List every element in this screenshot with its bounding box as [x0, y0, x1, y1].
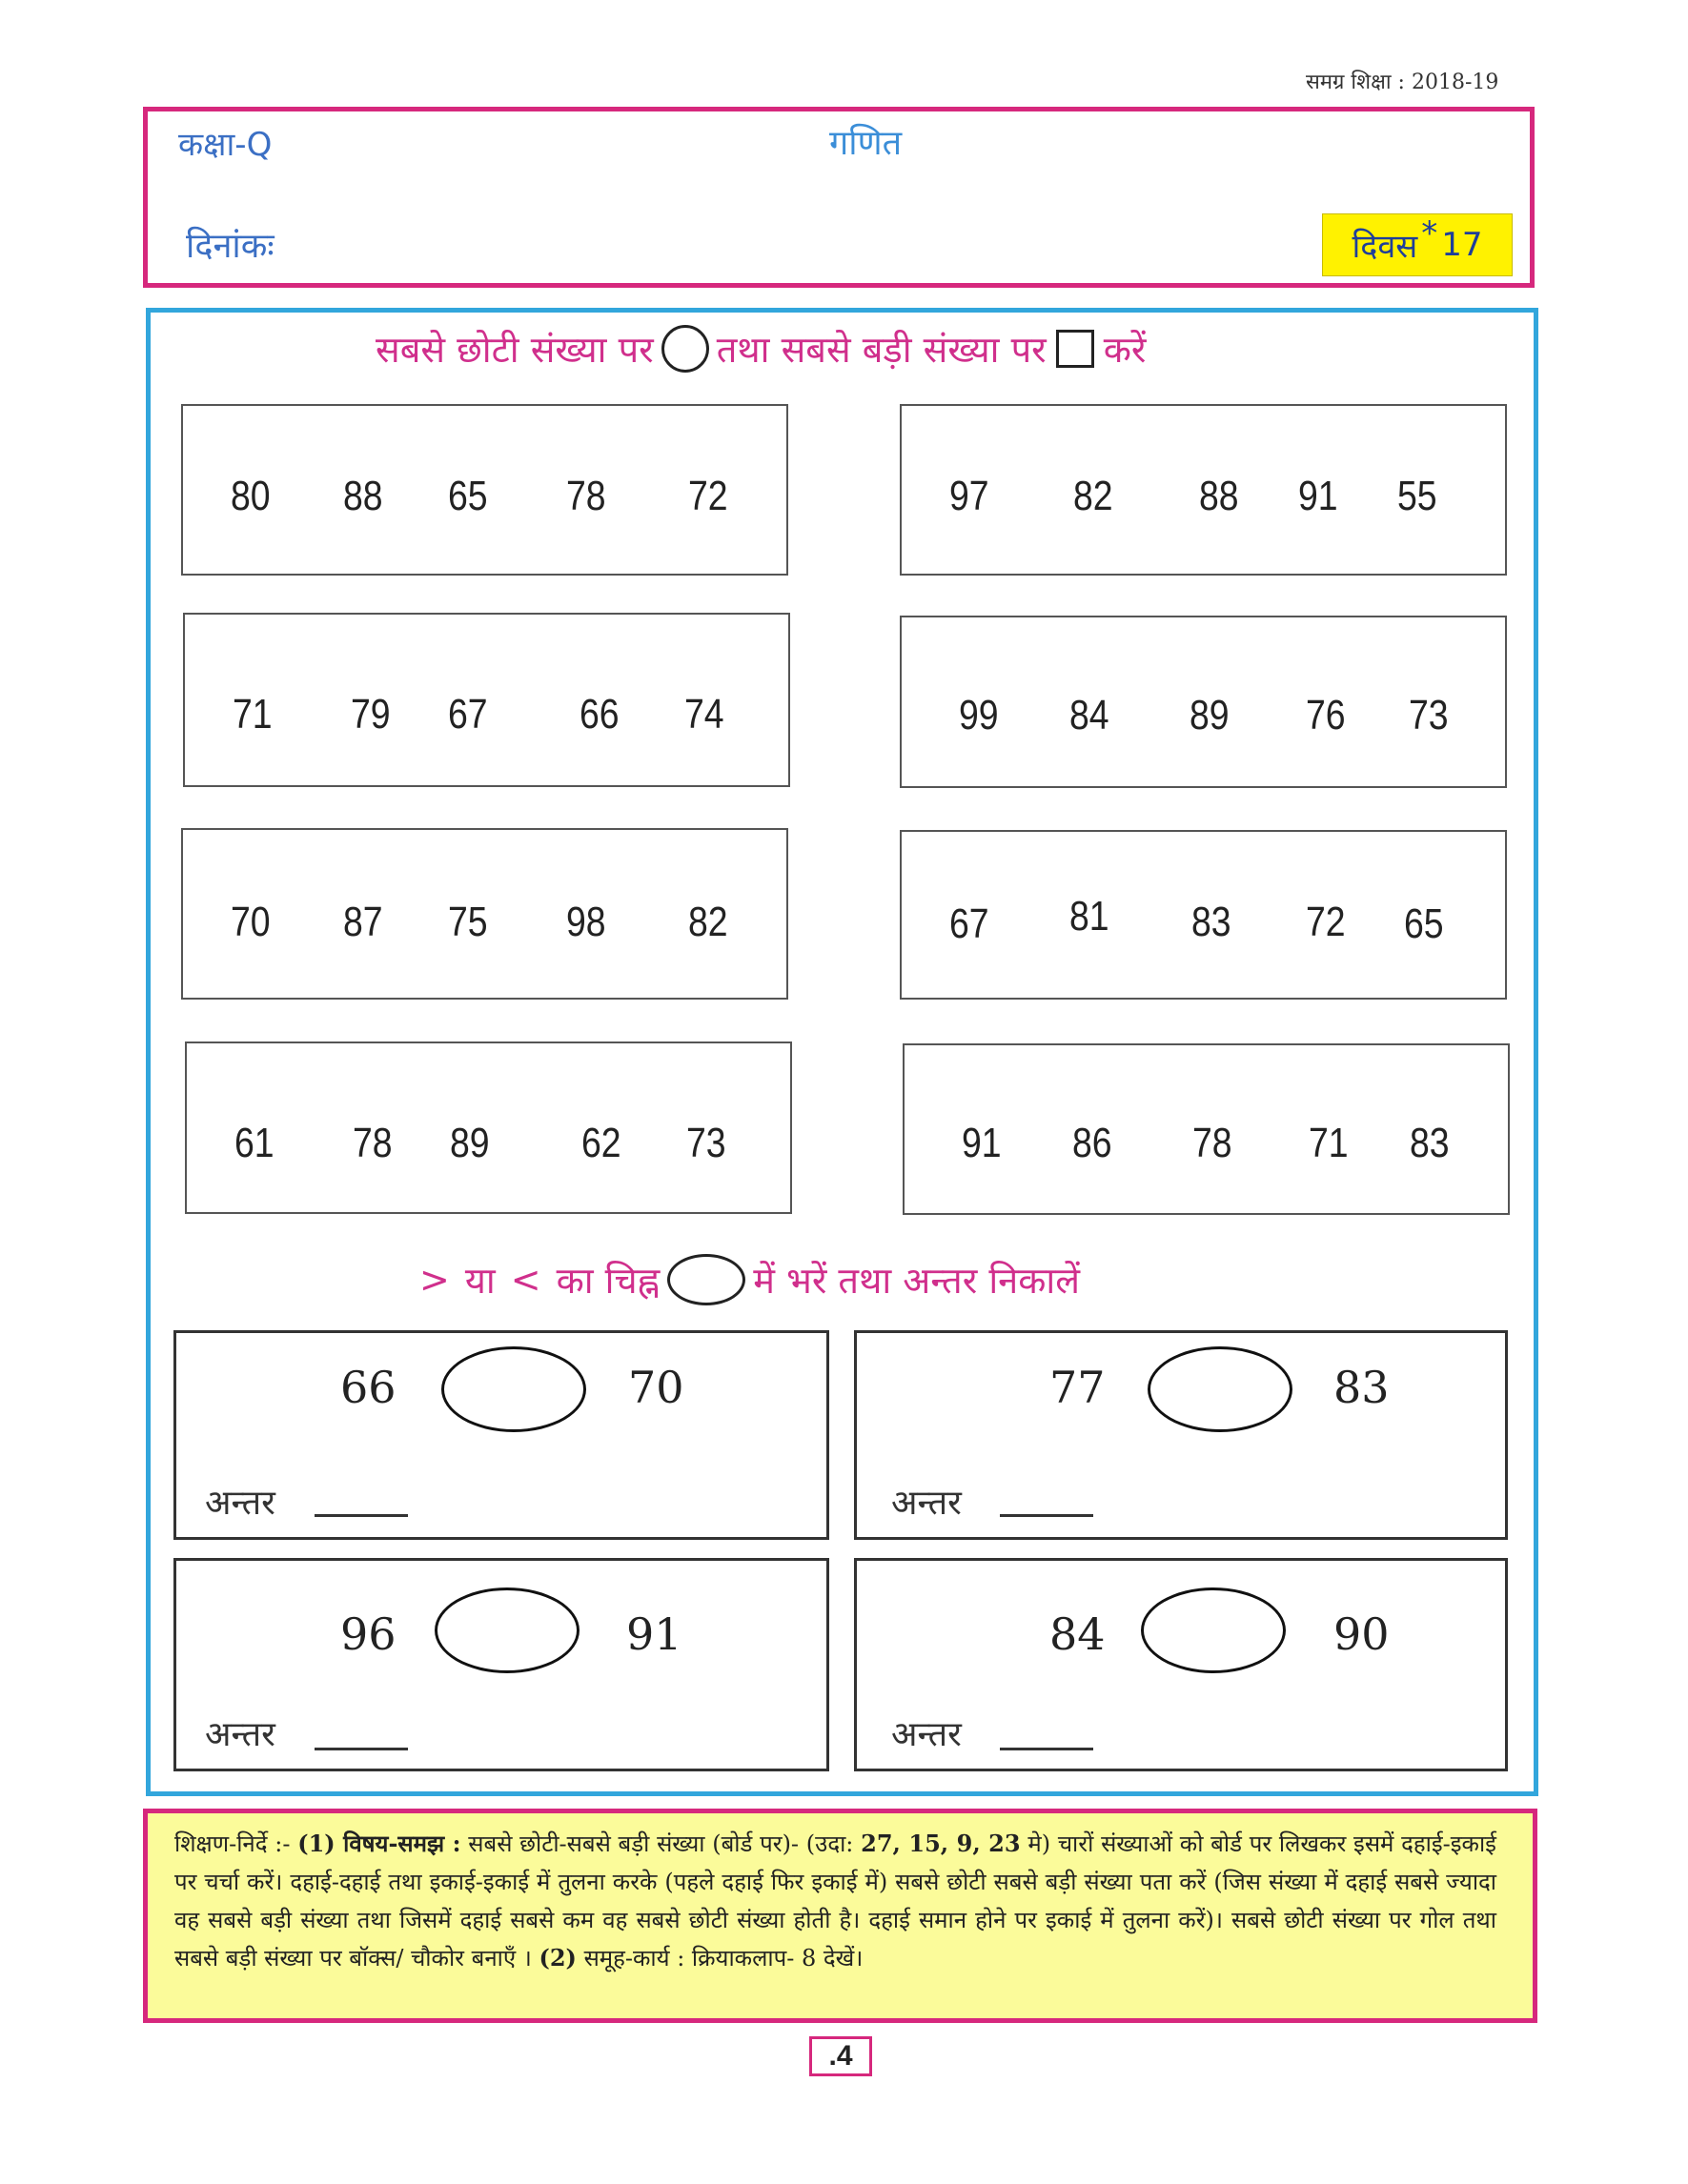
- item1-label: (1) विषय-समझ :: [297, 1830, 461, 1857]
- left-number: 66: [340, 1362, 397, 1413]
- difference-label: अन्तर: [205, 1484, 275, 1523]
- subject-title: गणित: [829, 124, 903, 163]
- answer-oval[interactable]: [441, 1346, 586, 1432]
- note-line-a: सबसे छोटी-सबसे बड़ी संख्या (बोर्ड पर)- (उदा:: [468, 1830, 854, 1857]
- number[interactable]: 73: [1409, 692, 1449, 738]
- instruction-text-2: तथा सबसे बड़ी संख्या पर: [716, 329, 1047, 371]
- number[interactable]: 78: [1192, 1120, 1232, 1166]
- difference-blank[interactable]: [315, 1748, 408, 1750]
- day-label: दिवस: [1352, 228, 1418, 266]
- right-number: 70: [628, 1362, 684, 1413]
- number[interactable]: 98: [566, 899, 606, 945]
- number[interactable]: 79: [351, 691, 391, 738]
- number-box-6: [900, 830, 1507, 1000]
- number[interactable]: 55: [1397, 473, 1437, 519]
- number[interactable]: 67: [949, 900, 989, 947]
- right-number: 83: [1333, 1362, 1390, 1413]
- right-number: 90: [1333, 1608, 1390, 1660]
- number[interactable]: 73: [686, 1120, 726, 1166]
- difference-blank[interactable]: [1000, 1514, 1093, 1517]
- number[interactable]: 88: [1199, 473, 1239, 519]
- number-box-2: [900, 404, 1507, 576]
- number[interactable]: 87: [343, 899, 383, 945]
- number[interactable]: 97: [949, 473, 989, 519]
- number[interactable]: 80: [231, 473, 271, 519]
- day-number: 17: [1441, 226, 1483, 264]
- number[interactable]: 65: [1404, 900, 1444, 947]
- instruction-text-1: सबसे छोटी संख्या पर: [376, 329, 654, 371]
- answer-oval[interactable]: [1148, 1346, 1292, 1432]
- less-than-symbol: <: [510, 1259, 541, 1301]
- number[interactable]: 65: [448, 473, 488, 519]
- number[interactable]: 91: [962, 1120, 1002, 1166]
- greater-than-symbol: >: [419, 1259, 450, 1301]
- number[interactable]: 71: [1309, 1120, 1349, 1166]
- teacher-instructions: [143, 1809, 1537, 2023]
- class-label: कक्षा-Q: [178, 126, 273, 164]
- date-label: दिनांकः: [186, 227, 275, 266]
- program-label: समग्र शिक्षा : 2018-19: [1306, 71, 1499, 94]
- number[interactable]: 76: [1306, 692, 1346, 738]
- compare-box-3: [173, 1558, 829, 1771]
- number[interactable]: 99: [959, 692, 999, 738]
- number[interactable]: 62: [581, 1120, 621, 1166]
- number[interactable]: 72: [688, 473, 728, 519]
- number[interactable]: 83: [1191, 899, 1231, 945]
- number-box-3: [183, 613, 790, 787]
- section1-instruction: [376, 324, 1146, 374]
- star-icon: *: [1421, 214, 1438, 253]
- day-badge: [1322, 213, 1513, 276]
- note-prefix: शिक्षण-निर्दे :-: [174, 1830, 291, 1857]
- difference-blank[interactable]: [1000, 1748, 1093, 1750]
- number[interactable]: 83: [1410, 1120, 1450, 1166]
- right-number: 91: [626, 1608, 682, 1660]
- number-box-1: [181, 404, 788, 576]
- left-number: 77: [1049, 1362, 1106, 1413]
- ya-text: या: [464, 1260, 496, 1302]
- number[interactable]: 70: [231, 899, 271, 945]
- number[interactable]: 82: [688, 899, 728, 945]
- instruction-text-4: का चिह्न: [556, 1260, 661, 1302]
- item2-label: (2): [539, 1944, 577, 1972]
- number[interactable]: 86: [1072, 1120, 1112, 1166]
- page-number: .4: [809, 2036, 872, 2076]
- difference-label: अन्तर: [891, 1715, 962, 1754]
- number[interactable]: 78: [353, 1120, 393, 1166]
- number[interactable]: 74: [684, 691, 724, 738]
- number[interactable]: 72: [1306, 899, 1346, 945]
- instruction-text-5: में भरें तथा अन्तर निकालें: [753, 1260, 1081, 1302]
- number[interactable]: 75: [448, 899, 488, 945]
- circle-icon: [661, 325, 709, 373]
- number[interactable]: 84: [1069, 692, 1109, 738]
- number[interactable]: 67: [448, 691, 488, 738]
- difference-label: अन्तर: [891, 1484, 962, 1523]
- number[interactable]: 89: [450, 1120, 490, 1166]
- item2-text: समूह-कार्य : क्रियाकलाप- 8 देखें।: [583, 1945, 864, 1972]
- oval-icon: [667, 1254, 745, 1305]
- number[interactable]: 78: [566, 473, 606, 519]
- section2-instruction: [419, 1254, 1080, 1305]
- compare-box-1: [173, 1330, 829, 1540]
- example-numbers: 27, 15, 9, 23: [861, 1830, 1021, 1857]
- number[interactable]: 81: [1069, 893, 1109, 940]
- number[interactable]: 88: [343, 473, 383, 519]
- difference-blank[interactable]: [315, 1514, 408, 1517]
- instruction-text-3: करें: [1103, 329, 1147, 371]
- number[interactable]: 82: [1073, 473, 1113, 519]
- left-number: 96: [340, 1608, 397, 1660]
- compare-box-2: [854, 1330, 1508, 1540]
- difference-label: अन्तर: [205, 1715, 275, 1754]
- number[interactable]: 89: [1190, 692, 1230, 738]
- number-box-8: [903, 1043, 1510, 1215]
- number[interactable]: 66: [580, 691, 620, 738]
- note-line-b: मे) चारों संख्याओं को बोर्ड पर लिखकर इसमें दहाई-इकाई पर चर्चा करें। दहाई-दहाई तथा इकाई-इकाई में तुलना करके (पहले दहाई फिर इकाई में) सबसे छोटी सबसे बड़ी संख्या पता करें (जिस संख्या में दहाई सबसे ज्यादा वह सबसे बड़ी संख्या तथा जिसमें दहाई सबसे कम वह सबसे छोटी संख्या होती है। दहाई समान होने पर इकाई में तुलना करें)। सबसे छोटी संख्या पर गोल तथा सबसे बड़ी संख्या पर बॉक्स/ चौकोर बनाएँ ।: [174, 1830, 1496, 1972]
- number[interactable]: 71: [233, 691, 273, 738]
- number[interactable]: 61: [234, 1120, 275, 1166]
- square-icon: [1056, 330, 1094, 368]
- number-box-7: [185, 1041, 792, 1214]
- number-box-5: [181, 828, 788, 1000]
- number-box-4: [900, 616, 1507, 788]
- left-number: 84: [1049, 1608, 1106, 1660]
- compare-box-4: [854, 1558, 1508, 1771]
- answer-oval[interactable]: [1141, 1587, 1286, 1673]
- number[interactable]: 91: [1298, 473, 1338, 519]
- answer-oval[interactable]: [435, 1587, 580, 1673]
